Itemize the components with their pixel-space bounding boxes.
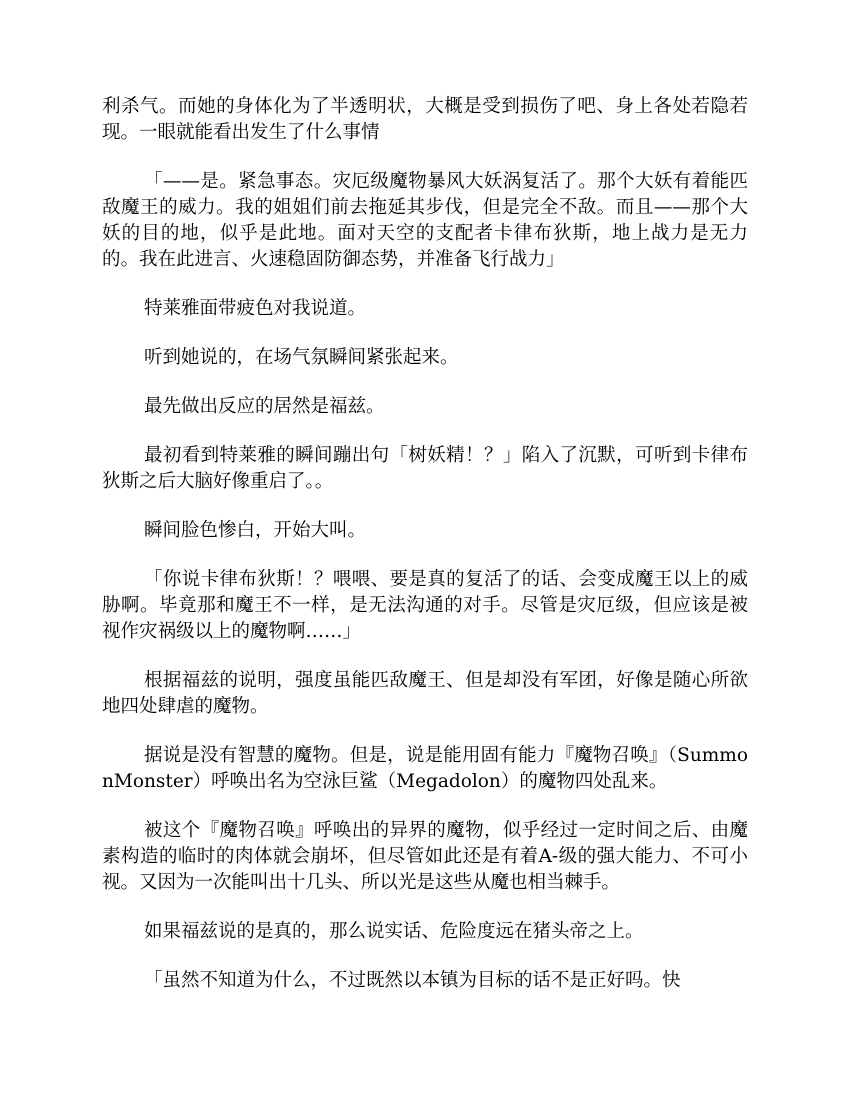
paragraph-13: 「虽然不知道为什么，不过既然以本镇为目标的话不是正好吗。快 [144,970,681,991]
paragraph-3: 特莱雅面带疲色对我说道。 [144,298,367,319]
paragraph-8: 「你说卡律布狄斯！？喂喂、要是真的复活了的话、会变成魔王以上的威胁啊。毕竟那和魔王不一样，是无法沟通的对手。尽管是灾厄级，但应该是被视作灾祸级以上的魔物啊……」 [102,569,748,642]
paragraph-1: 利杀气。而她的身体化为了半透明状，大概是受到损伤了吧、身上各处若隐若现。一眼就能看出发生了什么事情 [102,96,748,143]
document-page [102,94,748,994]
paragraph-10: 据说是没有智慧的魔物。但是，说是能用固有能力『魔物召唤』（SummonMonster）呼唤出名为空泳巨鲨（Megadolon）的魔物四处乱来。 [102,745,748,792]
paragraph-11: 被这个『魔物召唤』呼唤出的异界的魔物，似乎经过一定时间之后、由魔素构造的临时的肉体就会崩坏，但尽管如此还是有着A-级的强大能力、不可小视。又因为一次能叫出十几头、所以光是这些从魔也相当棘手。 [102,820,748,893]
paragraph-9: 根据福兹的说明，强度虽能匹敌魔王、但是却没有军团，好像是随心所欲地四处肆虐的魔物。 [102,670,748,717]
paragraph-5: 最先做出反应的居然是福兹。 [144,396,385,417]
paragraph-7: 瞬间脸色惨白，开始大叫。 [144,520,367,541]
paragraph-6: 最初看到特莱雅的瞬间蹦出句「树妖精！？」陷入了沉默，可听到卡律布狄斯之后大脑好像重启了。。 [102,445,748,492]
paragraph-2: 「——是。紧急事态。灾厄级魔物暴风大妖涡复活了。那个大妖有着能匹敌魔王的威力。我的姐姐们前去拖延其步伐，但是完全不敌。而且——那个大妖的目的地，似乎是此地。面对天空的支配者卡律布狄斯，地上战力是无力的。我在此进言、火速稳固防御态势，并准备飞行战力」 [102,171,748,270]
paragraph-12: 如果福兹说的是真的，那么说实话、危险度远在猪头帝之上。 [144,921,644,942]
paragraph-4: 听到她说的，在场气氛瞬间紧张起来。 [144,347,459,368]
